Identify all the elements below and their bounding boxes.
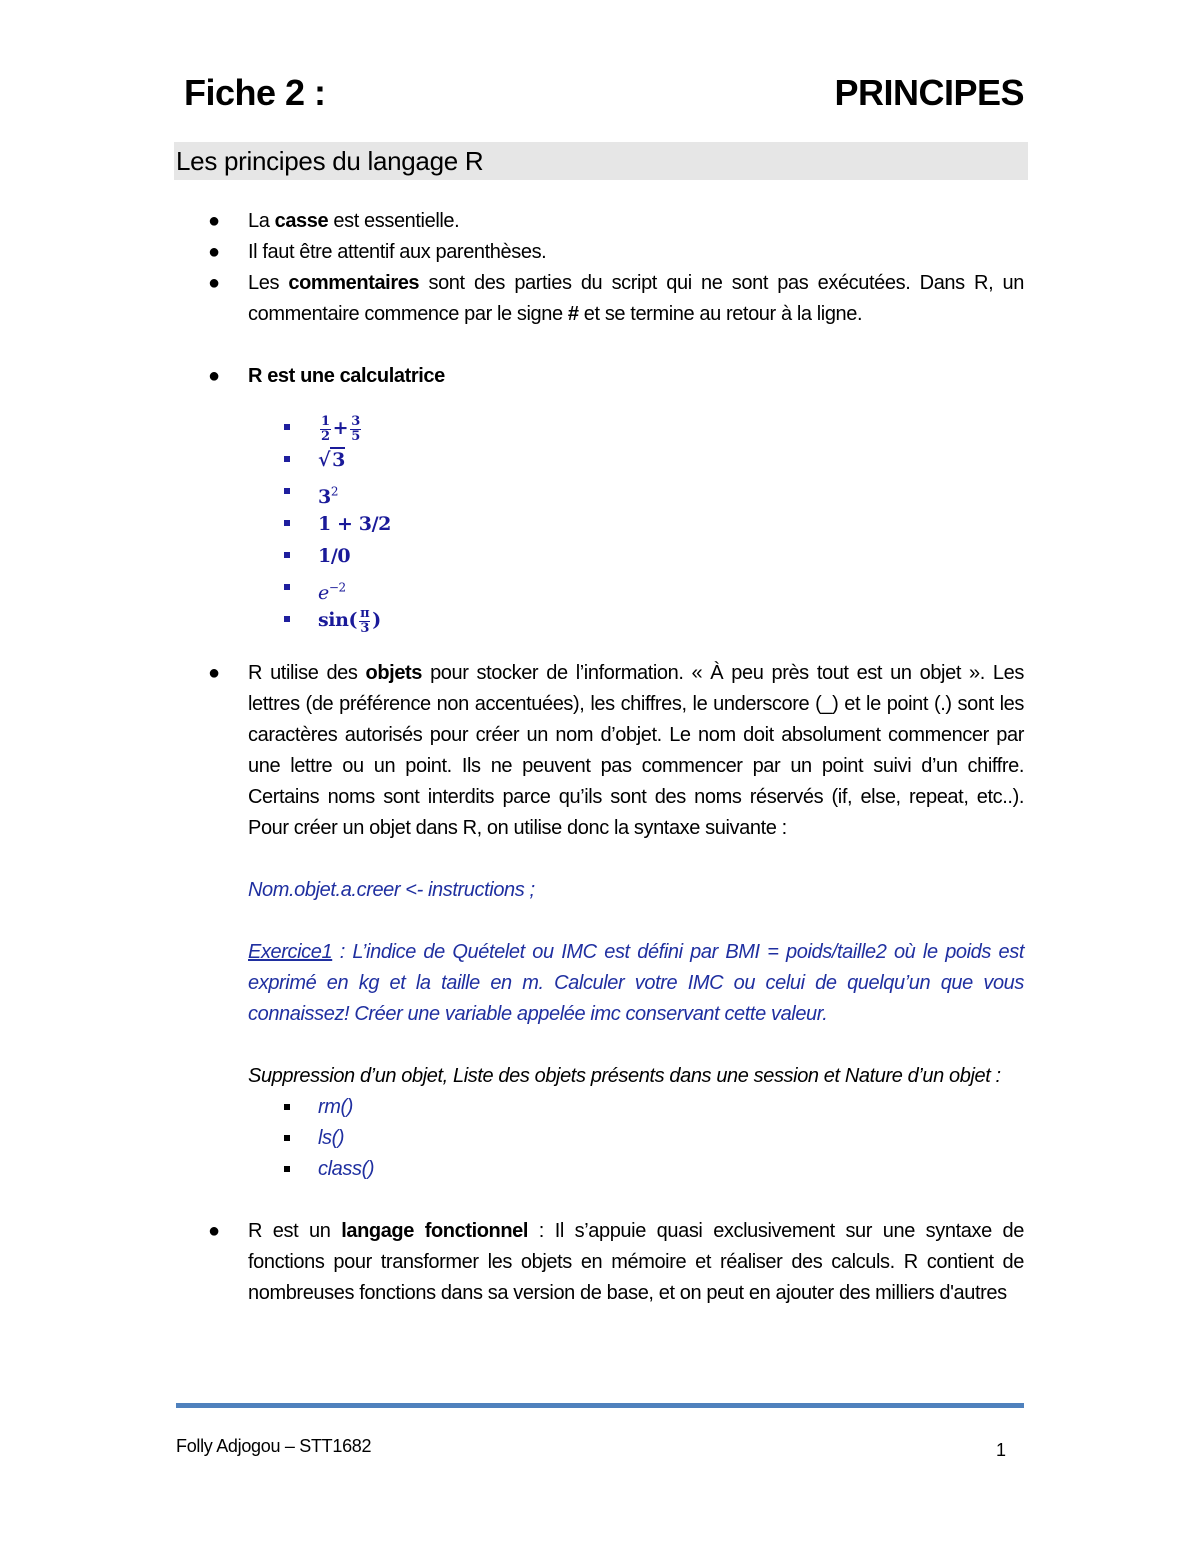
bullet-objets [208, 658, 1024, 844]
math-item-fraction-sum [208, 412, 1024, 444]
exercise-paragraph [208, 937, 1024, 1030]
power-exponent: 2 [330, 485, 339, 499]
math-item-sine: sin( $\frac{\pi}{3}$ ) [208, 604, 1024, 636]
suppression-intro: Suppression d’un objet, Liste des objets présents dans une session et Nature d’un objet : [248, 1065, 1001, 1087]
fraction-numerator: 3 [351, 413, 360, 429]
square-bullet-icon [284, 1135, 290, 1141]
math-expression: 1/0 [318, 545, 351, 567]
fraction-denominator: 2 [321, 428, 330, 444]
function-name: rm() [318, 1096, 354, 1118]
syntax-example: Nom.objet.a.creer <- instructions ; [248, 879, 535, 901]
power-base: e [318, 582, 329, 605]
bullet-commentaires [208, 268, 1024, 330]
math-item-division-zero [208, 540, 1024, 572]
math-expression: 1 + 3/2 [318, 513, 391, 535]
text: Les [248, 272, 289, 294]
function-name: ls() [318, 1127, 345, 1149]
function-item [208, 1092, 1024, 1123]
square-bullet-icon [284, 520, 290, 526]
bullet-casse [208, 206, 1024, 237]
section-title: Les principes du langage R [176, 146, 484, 176]
page-number: 1 [996, 1440, 1007, 1460]
text: Il faut être attentif aux parenthèses. [248, 241, 547, 263]
footer-author: Folly Adjogou – STT1682 [176, 1436, 372, 1456]
bullet-dot-icon: ● [208, 210, 220, 232]
header-title-right: PRINCIPES [834, 72, 1024, 113]
power-base: 3 [318, 486, 331, 509]
function-item [208, 1154, 1024, 1185]
text: est essentielle. [328, 210, 460, 232]
text: R utilise des [248, 662, 366, 684]
sqrt-symbol: √ [318, 449, 331, 471]
math-item-sqrt [208, 444, 1024, 476]
bullet-fonctionnel [208, 1216, 1024, 1309]
bullet-dot-icon: ● [208, 241, 220, 263]
square-bullet-icon [284, 584, 290, 590]
bold-text: objets [365, 662, 423, 684]
footer-divider [176, 1403, 1024, 1408]
sqrt-argument: 3 [332, 449, 345, 471]
text: R est un [248, 1220, 342, 1242]
bold-text: # [567, 303, 579, 325]
page-header [176, 72, 1024, 122]
exercise-label: Exercice1 [248, 941, 333, 963]
square-bullet-icon [284, 488, 290, 494]
bullet-dot-icon: ● [208, 272, 220, 294]
square-bullet-icon [284, 616, 290, 622]
fraction-denominator: 5 [351, 428, 360, 444]
main-content [208, 206, 1024, 1309]
fraction-numerator: π [360, 605, 370, 621]
exercise-text: : L’indice de Quételet ou IMC est défini par BMI = poids/taille2 où le poids est exprimé en kg et la taille en m. Calculer votre IMC ou celui de quelqu’un que vous connaissez! Créer une variable appelée imc conservant cette valeur. [248, 941, 1024, 1025]
fraction-denominator: 3 [360, 620, 370, 636]
power-exponent: −2 [328, 581, 346, 595]
function-name: sin [318, 609, 349, 631]
square-bullet-icon [284, 1104, 290, 1110]
math-item-exponential [208, 572, 1024, 604]
function-name: class() [318, 1158, 375, 1180]
fraction-numerator: 1 [321, 413, 330, 429]
section-heading-band [174, 142, 1028, 180]
math-item-expression [208, 508, 1024, 540]
square-bullet-icon [284, 424, 290, 430]
bold-text: commentaires [288, 272, 420, 294]
text: : Il s’appuie quasi exclusivement sur une syntaxe de fonctions pour transformer les objets en mémoire et réaliser des calculs. R contient de nombreuses fonctions dans sa version de base, et on peut en ajouter des milliers d'autres [248, 1220, 1024, 1304]
text: et se termine au retour à la ligne. [578, 303, 863, 325]
bullet-dot-icon: ● [208, 662, 220, 684]
square-bullet-icon [284, 1166, 290, 1172]
bullet-dot-icon: ● [208, 1220, 220, 1242]
square-bullet-icon [284, 552, 290, 558]
bold-text: langage fonctionnel [341, 1220, 529, 1242]
text: La [248, 210, 275, 232]
bold-text: R est une calculatrice [248, 365, 445, 387]
bullet-dot-icon: ● [208, 365, 220, 387]
header-title-left: Fiche 2 : [184, 72, 326, 113]
bold-text: casse [274, 210, 329, 232]
text: sont des parties du script qui ne sont pas exécutées. Dans R, un commentaire commence par le signe [248, 272, 1024, 325]
math-item-power [208, 476, 1024, 508]
function-item [208, 1123, 1024, 1154]
bullet-calculatrice [208, 361, 1024, 392]
text: pour stocker de l’information. « À peu près tout est un objet ». Les lettres (de préférence non accentuées), les chiffres, le underscore (_) et le point (.) sont les caractères autorisés pour créer un nom d’objet. Le nom doit absolument commencer par une lettre ou un point. Ils ne peuvent pas commencer par un point suivi d’un chiffre. Certains noms sont interdits parce qu’ils sont des noms réservés (if, else, repeat, etc..). Pour créer un objet dans R, on utilise donc la syntaxe suivante : [248, 662, 1024, 839]
bullet-parentheses [208, 237, 1024, 268]
square-bullet-icon [284, 456, 290, 462]
operator: + [332, 417, 349, 439]
